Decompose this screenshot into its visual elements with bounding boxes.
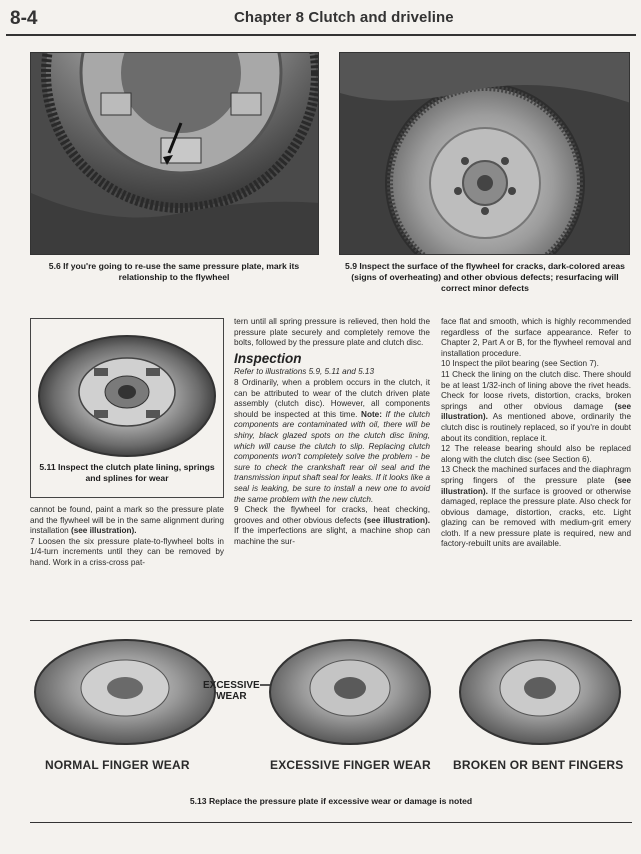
col3-p3-tail: As mentioned above, ordinarily the clutch disc is routinely replaced, so if you're in doubt about its condition, replace it.: [441, 412, 631, 443]
pressure-plate-excessive: [270, 640, 430, 744]
caption-5-6: 5.6 If you're going to re-use the same pressure plate, mark its relationship to the flywheel: [48, 261, 300, 282]
pressure-plate-normal: [35, 640, 215, 744]
photo-5-9: [339, 52, 630, 255]
column-2: [234, 317, 430, 547]
excessive-wear-callout: [203, 680, 260, 702]
caption-5-11: 5.11 Inspect the clutch plate lining, springs and splines for wear: [39, 462, 215, 483]
col3-p3-ref: (see illustration).: [441, 401, 631, 422]
photo-5-11: [36, 332, 218, 460]
pressure-plate-broken: [460, 640, 620, 744]
caption-5-9: 5.9 Inspect the surface of the flywheel for cracks, dark-colored areas (signs of overheating) and other obvious defects; resurfacing will correct minor defects: [345, 261, 625, 293]
callout-line-2: WEAR: [216, 691, 247, 702]
col1-p1: cannot be found, paint a mark so the pressure plate and the flywheel will be in the same alignment during installation: [30, 505, 224, 536]
col3-p2: 10 Inspect the pilot bearing (see Section 7).: [441, 359, 599, 369]
col3-p1: face flat and smooth, which is highly recommended regardless of the surface appearance. Refer to Chapter 2, Part A or B, for the flywheel removal and installation procedure.: [441, 317, 631, 358]
col1-p1-ref: (see illustration).: [70, 526, 137, 536]
col2-refer: Refer to illustrations 5.9, 5.11 and 5.13: [234, 367, 375, 377]
col2-p3: 9 Check the flywheel for cracks, heat checking, grooves and other obvious defects: [234, 505, 430, 525]
col3-p5-tail: If the surface is grooved or otherwise damaged, replace the pressure plate. Also check for obvious damage, distortion, cracks, etc. Light glazing can be removed with medium-grit emery cloth. If a new pressure plate is required, new and factory-rebuilt units are available.: [441, 486, 631, 549]
section-heading-inspection: Inspection: [234, 350, 302, 366]
callout-line-1: EXCESSIVE: [203, 680, 260, 691]
col3-p4: 12 The release bearing should also be replaced along with the clutch disc (see Section 6).: [441, 444, 631, 464]
col1-p2: 7 Loosen the six pressure plate-to-flywheel bolts in 1/4-turn increments until they can be removed by hand. Work in a criss-cross pat-: [30, 536, 224, 567]
col3-p3: 11 Check the lining on the clutch disc. There should be at least 1/32-inch of lining above the rivet heads. Check for loose rivets, distortion, cracks, broken springs and other obvious damage: [441, 369, 631, 411]
col3-p5-ref: (see illustration).: [441, 475, 631, 496]
figure-5-13-top-rule: [30, 620, 632, 621]
label-broken-bent-fingers: BROKEN OR BENT FINGERS: [453, 758, 624, 772]
caption-5-13: 5.13 Replace the pressure plate if excessive wear or damage is noted: [189, 796, 473, 806]
column-1: [30, 505, 224, 569]
photo-5-6: [30, 52, 319, 255]
label-normal-finger-wear: NORMAL FINGER WEAR: [45, 758, 190, 772]
col3-p5: 13 Check the machined surfaces and the diaphragm spring fingers of the pressure plate: [441, 465, 631, 485]
col2-p2: 8 Ordinarily, when a problem occurs in the clutch, it can be attributed to wear of the clutch driven plate assembly (clutch disc). However, all components should be inspected at this time.: [234, 377, 430, 419]
figure-5-13-drawings: [30, 630, 632, 750]
col2-p1: tern until all spring pressure is relieved, then hold the pressure plate securely and completely remove the bolts, followed by the pressure plate and clutch disc.: [234, 317, 430, 348]
chapter-title: Chapter 8 Clutch and driveline: [234, 9, 454, 26]
col2-p3-ref: (see illustration).: [363, 515, 431, 525]
page-number: 8-4: [10, 8, 38, 29]
col2-note-label: Note:: [361, 409, 382, 419]
header-rule: [6, 34, 636, 36]
label-excessive-finger-wear: EXCESSIVE FINGER WEAR: [270, 758, 431, 772]
figure-5-13-bottom-rule: [30, 822, 632, 823]
col2-p3-tail: If the imperfections are slight, a machine shop can machine the sur-: [234, 526, 430, 546]
column-3: [441, 317, 631, 550]
col2-note-text: If the clutch components are contaminated with oil, there will be shiny, black glazed spots on the clutch disc lining, which will cause the clutch to slip. Replacing clutch components won't completely solve the problem - be sure to check the crankshaft rear oil seal and the transmission input shaft seal for leaks. If it looks like a seal is leaking, be sure to install a new one to avoid the same problem with the new clutch.: [234, 409, 430, 504]
